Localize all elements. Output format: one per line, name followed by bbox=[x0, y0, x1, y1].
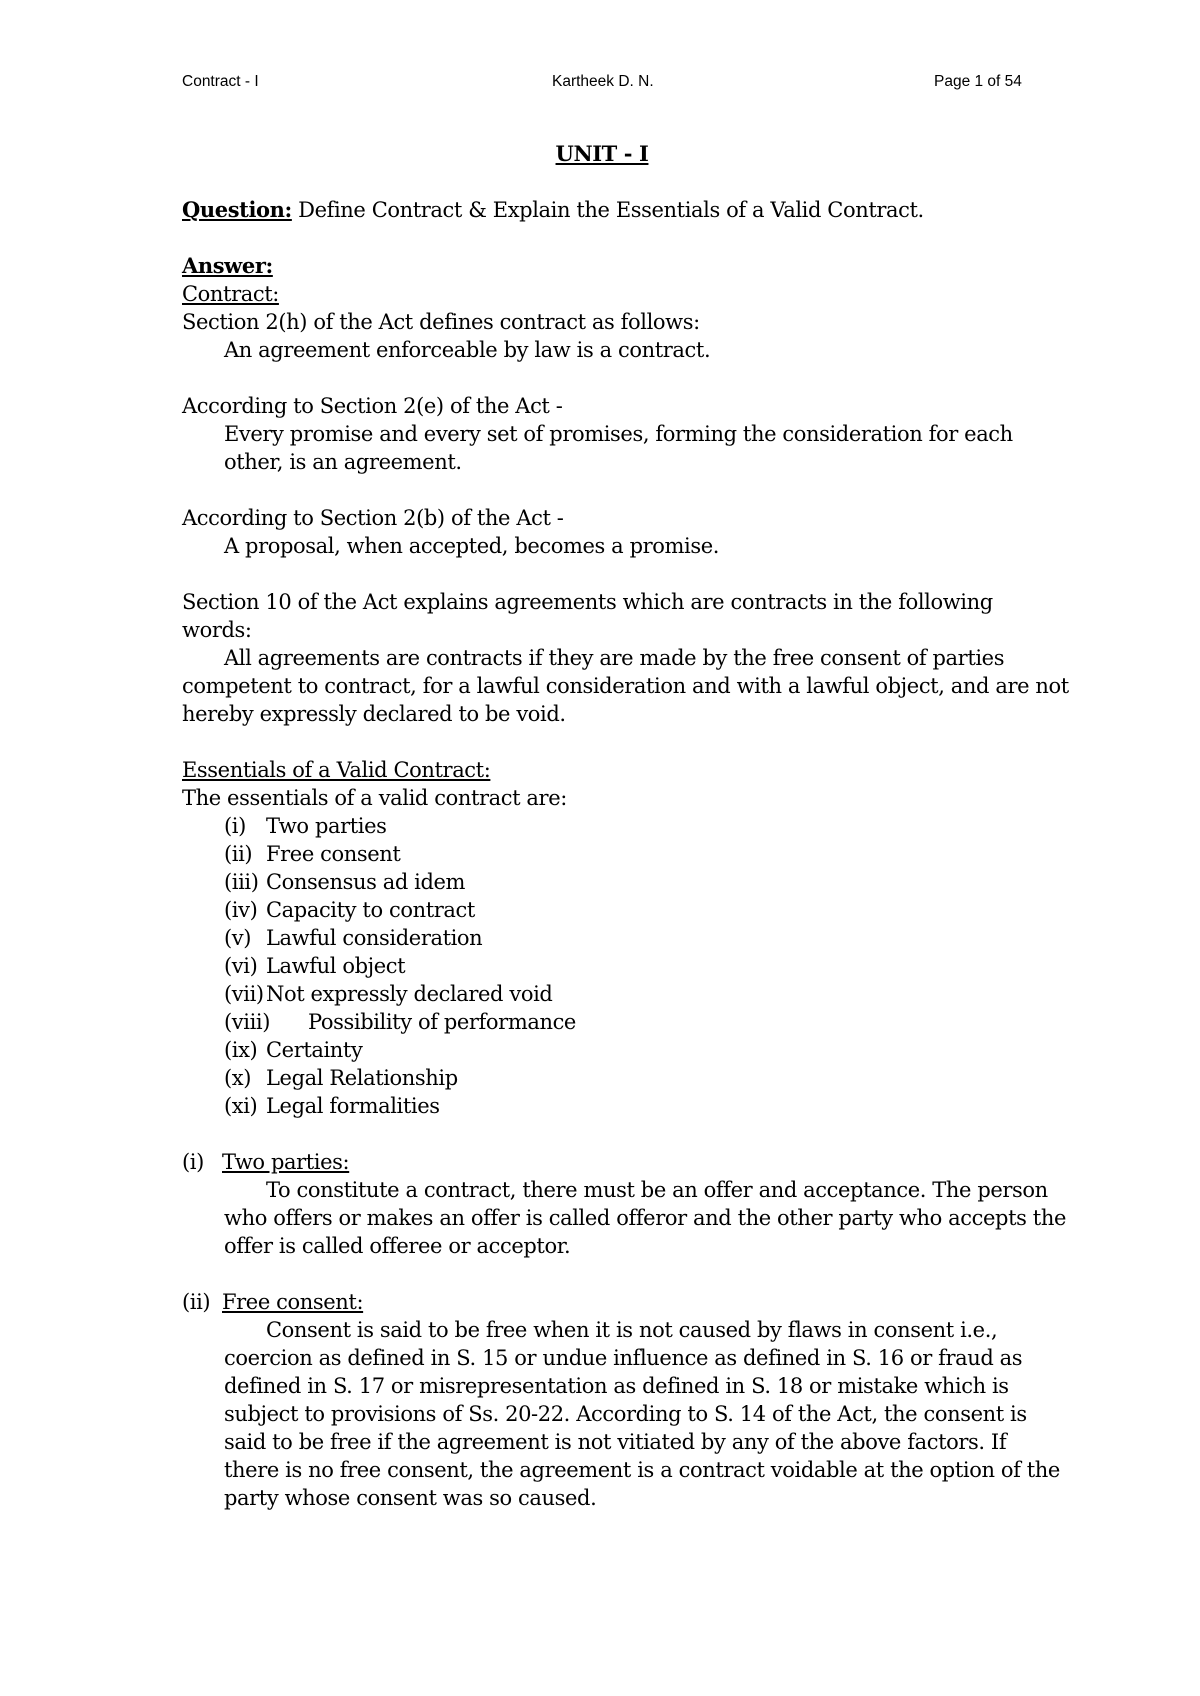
paragraph-line: subject to provisions of Ss. 20-22. According to S. 14 of the Act, the consent is bbox=[224, 1402, 1027, 1426]
paragraph-line: coercion as defined in S. 15 or undue influence as defined in S. 16 or fraud as bbox=[224, 1346, 1023, 1370]
header-page-number: Page 1 of 54 bbox=[934, 73, 1022, 90]
section-2e-text-line: Every promise and every set of promises, forming the consideration for each bbox=[224, 422, 1013, 446]
paragraph-line: there is no free consent, the agreement is a contract voidable at the option of the bbox=[224, 1458, 1060, 1482]
essentials-intro: The essentials of a valid contract are: bbox=[182, 786, 567, 810]
paragraph-line: who offers or makes an offer is called offeror and the other party who accepts the bbox=[224, 1206, 1066, 1230]
paragraph-line: party whose consent was so caused. bbox=[224, 1486, 597, 1510]
section-2e-intro: According to Section 2(e) of the Act - bbox=[182, 394, 563, 418]
section-2b-intro: According to Section 2(b) of the Act - bbox=[182, 506, 564, 530]
list-item: (ix) Certainty bbox=[224, 1038, 363, 1062]
section-2h-intro: Section 2(h) of the Act defines contract as follows: bbox=[182, 310, 700, 334]
section-free-consent bbox=[182, 1288, 1060, 1512]
question-text: Define Contract & Explain the Essentials of a Valid Contract. bbox=[291, 198, 924, 222]
section-heading: (ii) Free consent: bbox=[182, 1290, 364, 1314]
unit-title: UNIT - I bbox=[555, 141, 649, 166]
essentials-heading: Essentials of a Valid Contract: bbox=[182, 758, 491, 782]
paragraph-line: offer is called offeree or acceptor. bbox=[224, 1234, 571, 1258]
header-author: Kartheek D. N. bbox=[552, 73, 654, 90]
list-item: (iv) Capacity to contract bbox=[224, 898, 475, 922]
contract-heading: Contract: bbox=[182, 282, 279, 306]
section-2h-text: An agreement enforceable by law is a contract. bbox=[224, 338, 711, 362]
section-two-parties bbox=[182, 1148, 1066, 1260]
question-label: Question: bbox=[182, 197, 292, 222]
section-10-line: All agreements are contracts if they are made by the free consent of parties bbox=[224, 646, 1005, 670]
list-item: (xi) Legal formalities bbox=[224, 1094, 440, 1118]
answer-label: Answer: bbox=[182, 253, 273, 278]
list-item: (iii) Consensus ad idem bbox=[224, 870, 466, 894]
section-10-line: Section 10 of the Act explains agreements which are contracts in the following bbox=[182, 590, 993, 614]
list-item: (x) Legal Relationship bbox=[224, 1066, 458, 1090]
list-item: (ii) Free consent bbox=[224, 842, 401, 866]
document-body bbox=[182, 140, 1069, 1512]
list-item: (v) Lawful consideration bbox=[224, 926, 483, 950]
section-2b-text: A proposal, when accepted, becomes a promise. bbox=[224, 534, 720, 558]
essentials-list bbox=[182, 812, 1022, 1120]
list-item: (vii) Not expressly declared void bbox=[224, 982, 553, 1006]
section-10-line: competent to contract, for a lawful consideration and with a lawful object, and are not bbox=[182, 674, 1069, 698]
section-2e-text-line: other, is an agreement. bbox=[224, 450, 462, 474]
section-heading: (i) Two parties: bbox=[182, 1150, 350, 1174]
paragraph-line: To constitute a contract, there must be an offer and acceptance. The person bbox=[266, 1178, 1048, 1202]
paragraph-line: said to be free if the agreement is not vitiated by any of the above factors. If bbox=[224, 1430, 1007, 1454]
header-course: Contract - I bbox=[182, 73, 259, 90]
section-10-line: hereby expressly declared to be void. bbox=[182, 702, 566, 726]
question bbox=[182, 196, 1022, 224]
list-item: (vi) Lawful object bbox=[224, 954, 406, 978]
paragraph-line: Consent is said to be free when it is not caused by flaws in consent i.e., bbox=[266, 1318, 998, 1342]
list-item: (i) Two parties bbox=[224, 814, 387, 838]
list-item: (viii) Possibility of performance bbox=[224, 1010, 576, 1034]
paragraph-line: defined in S. 17 or misrepresentation as defined in S. 18 or mistake which is bbox=[224, 1374, 1009, 1398]
section-10-line: words: bbox=[182, 618, 252, 642]
